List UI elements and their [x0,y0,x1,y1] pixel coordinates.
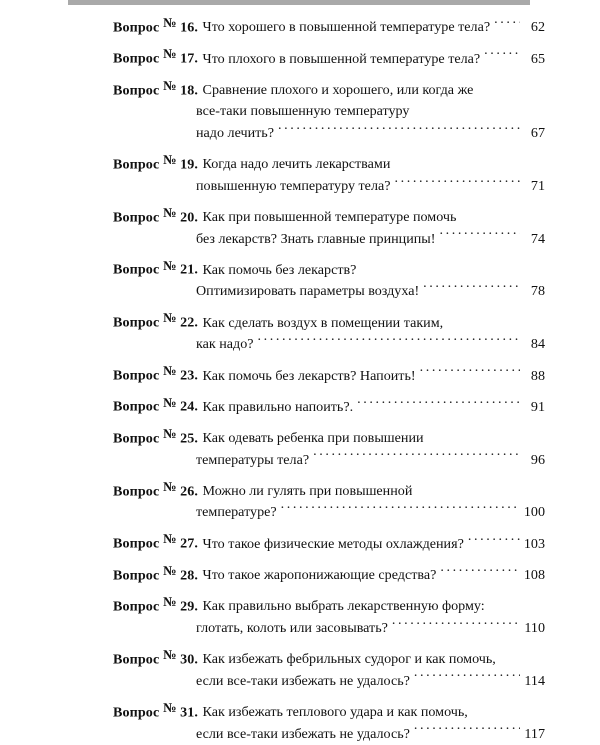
toc-entry[interactable] [0,425,600,471]
toc-entry-label [113,699,198,724]
dot-leader [281,502,520,516]
numero-sign-icon: № [162,363,177,379]
toc-entry-first-line [0,562,600,587]
toc-page-number[interactable]: 110 [524,619,545,636]
toc-entry-continuation-line [0,123,600,145]
toc-page-number[interactable]: 108 [523,567,545,584]
toc-entry-number: 20. [176,209,199,226]
toc-entry-title: температуре? [196,504,277,521]
dot-leader [494,17,520,31]
numero-sign-icon: № [162,257,177,273]
toc-page-number[interactable]: 100 [523,504,545,521]
toc-entry-continuation-line [0,281,600,303]
toc-entry-number: 16. [176,19,199,36]
dot-leader [258,334,520,348]
toc-entry-label-prefix: Вопрос [113,367,163,384]
dot-leader [439,228,520,242]
toc-entry-first-line [0,14,600,39]
numero-sign-icon: № [162,562,177,578]
toc-entry-first-line [0,393,600,418]
toc-entry-first-line [0,45,600,70]
toc-page-number[interactable]: 67 [530,124,545,141]
toc-entry-number: 25. [176,430,199,447]
toc-entry-title: без лекарств? Знать главные принципы! [196,230,436,247]
toc-entry-continuation-line [0,618,600,640]
toc-entry-title: Как избежать фебрильных судорог и как помочь, [202,651,496,668]
toc-entry[interactable] [0,77,600,145]
toc-page-number[interactable]: 91 [530,398,545,415]
toc-entry-title: Оптимизировать параметры воздуха! [196,283,420,300]
numero-sign-icon: № [162,531,177,547]
toc-entry-label-prefix: Вопрос [113,704,163,720]
toc-page-number[interactable]: 74 [530,230,545,247]
toc-entry-number: 23. [176,367,199,384]
dot-leader [278,123,520,137]
toc-entry[interactable] [0,478,600,524]
toc-entry-number: 17. [176,50,199,67]
toc-entry[interactable] [0,14,600,39]
toc-entry-title: Что хорошего в повышенной температуре тела? [202,19,491,36]
toc-entry-title: Как одевать ребенка при повышении [202,430,424,447]
toc-entry-continuation-line [0,334,600,356]
toc-entry-label-prefix: Вопрос [113,398,163,415]
toc-page-number[interactable]: 84 [530,336,545,353]
dot-leader [313,450,520,464]
toc-entry[interactable] [0,393,600,418]
toc-entry-title: Как правильно выбрать лекарственную форму: [202,598,485,615]
toc-entry-number: 26. [176,482,199,499]
toc-entry-first-line [0,530,600,555]
toc-entry-first-line [0,204,600,229]
toc-entry-number: 28. [176,567,199,584]
toc-entry-label [113,646,198,671]
toc-entry[interactable] [0,362,600,387]
toc-entry-first-line [0,77,600,102]
dot-leader [392,618,520,632]
dot-leader [440,565,520,579]
numero-sign-icon: № [162,394,177,410]
toc-page-number[interactable]: 62 [530,19,545,36]
numero-sign-icon: № [162,425,177,441]
toc-entry-label [113,256,198,281]
toc-entry-first-line [0,593,600,618]
toc-entry-label [113,204,198,229]
toc-entry-label-prefix: Вопрос [113,156,163,173]
toc-page-number[interactable]: 117 [524,725,545,742]
toc-entry-continuation-line [0,502,600,524]
toc-page-number[interactable]: 96 [530,451,545,468]
numero-sign-icon: № [162,77,177,93]
toc-entry-continuation-line [0,101,600,122]
toc-entry-title: Как помочь без лекарств? [202,261,357,278]
dot-leader [394,176,520,190]
dot-leader [484,49,520,63]
toc-entry-number: 29. [176,598,199,615]
toc-page-number[interactable]: 78 [530,283,545,300]
toc-entry-label-prefix: Вопрос [113,261,163,278]
toc-entry-label [113,478,198,503]
dot-leader [468,534,520,548]
toc-entry-title: если все-таки избежать не удалось? [196,672,410,689]
toc-entry-label [113,77,198,102]
toc-entry-title: Как сделать воздух в помещении таким, [202,314,444,331]
toc-page-number[interactable]: 71 [530,177,545,194]
table-of-contents-list [0,14,600,745]
toc-entry-title: температуры тела? [196,451,310,468]
toc-entry-title: глотать, колоть или засовывать? [196,619,388,636]
toc-entry-continuation-line [0,671,600,693]
numero-sign-icon: № [162,699,177,715]
toc-entry-first-line [0,646,600,671]
toc-entry-label-prefix: Вопрос [113,567,163,584]
numero-sign-icon: № [162,478,177,494]
toc-page-number[interactable]: 103 [523,535,545,552]
numero-sign-icon: № [162,594,177,610]
toc-entry-label [113,14,198,39]
toc-entry[interactable] [0,562,600,587]
toc-entry-number: 18. [176,82,199,99]
toc-entry-title: Что такое жаропонижающие средства? [202,567,437,584]
toc-entry-title: Как помочь без лекарств? Напоить! [202,367,416,384]
toc-entry-title: все-таки повышенную температуру [196,103,410,120]
toc-entry-label [113,593,198,618]
toc-entry-title: Что плохого в повышенной температуре тела? [202,50,481,67]
toc-entry-first-line [0,309,600,334]
toc-entry-first-line [0,699,600,724]
toc-entry-title: Что такое физические методы охлаждения? [202,535,464,552]
toc-entry-label [113,151,198,176]
toc-entry-number: 22. [176,314,199,331]
dot-leader [414,671,520,685]
dot-leader [414,723,520,737]
dot-leader [423,281,520,295]
toc-entry-title: Можно ли гулять при повышенной [202,482,413,499]
toc-entry-number: 27. [176,535,199,552]
toc-entry[interactable] [0,530,600,555]
toc-entry-title: Когда надо лечить лекарствами [202,156,391,173]
toc-entry-title: надо лечить? [196,124,274,141]
toc-entry-label [113,362,198,387]
toc-entry-label-prefix: Вопрос [113,598,163,615]
toc-entry-label-prefix: Вопрос [113,19,163,36]
toc-entry-number: 30. [176,651,199,668]
toc-entry[interactable] [0,204,600,250]
toc-entry-continuation-line [0,176,600,198]
toc-entry-first-line [0,362,600,387]
numero-sign-icon: № [162,204,177,220]
toc-entry-title: Как при повышенной температуре помочь [202,209,457,226]
toc-entry-label [113,530,198,555]
toc-entry-title: повышенную температуру тела? [196,177,391,194]
toc-entry-first-line [0,151,600,176]
toc-entry-label [113,562,198,587]
toc-entry-label-prefix: Вопрос [113,50,163,67]
toc-page-number[interactable]: 88 [530,367,545,384]
toc-entry-title: Сравнение плохого и хорошего, или когда же [202,82,474,99]
toc-entry-label-prefix: Вопрос [113,535,163,552]
toc-entry-label [113,309,198,334]
toc-entry[interactable] [0,256,600,302]
toc-entry-number: 19. [176,156,199,173]
toc-entry-number: 31. [176,704,199,720]
toc-entry-title: если все-таки избежать не удалось? [196,725,410,742]
dot-leader [420,365,520,379]
toc-entry-continuation-line [0,723,600,745]
toc-entry-label [113,425,198,450]
toc-entry-first-line [0,256,600,281]
toc-page-number[interactable]: 114 [524,672,545,689]
numero-sign-icon: № [162,646,177,662]
toc-entry-label [113,393,198,418]
numero-sign-icon: № [162,15,177,31]
toc-entry[interactable] [0,45,600,70]
dot-leader [357,397,520,411]
toc-entry-number: 24. [176,398,199,415]
toc-entry-title: Как избежать теплового удара и как помочь, [202,704,468,720]
toc-entry-title: Как правильно напоить?. [202,398,354,415]
toc-entry-continuation-line [0,450,600,472]
toc-entry[interactable] [0,309,600,355]
numero-sign-icon: № [162,46,177,62]
toc-page-number[interactable]: 65 [530,50,545,67]
toc-entry-number: 21. [176,261,199,278]
toc-entry-label-prefix: Вопрос [113,314,163,331]
toc-entry-label-prefix: Вопрос [113,651,163,668]
toc-entry[interactable] [0,699,600,745]
toc-entry-continuation-line [0,228,600,250]
toc-entry-label-prefix: Вопрос [113,82,163,99]
toc-entry-label-prefix: Вопрос [113,209,163,226]
toc-entry[interactable] [0,151,600,197]
toc-entry-first-line [0,478,600,503]
toc-entry-title: как надо? [196,336,254,353]
toc-entry-label-prefix: Вопрос [113,430,163,447]
numero-sign-icon: № [162,310,177,326]
toc-entry-first-line [0,425,600,450]
toc-entry-label-prefix: Вопрос [113,482,163,499]
toc-entry[interactable] [0,646,600,692]
toc-entry-label [113,45,198,70]
numero-sign-icon: № [162,151,177,167]
